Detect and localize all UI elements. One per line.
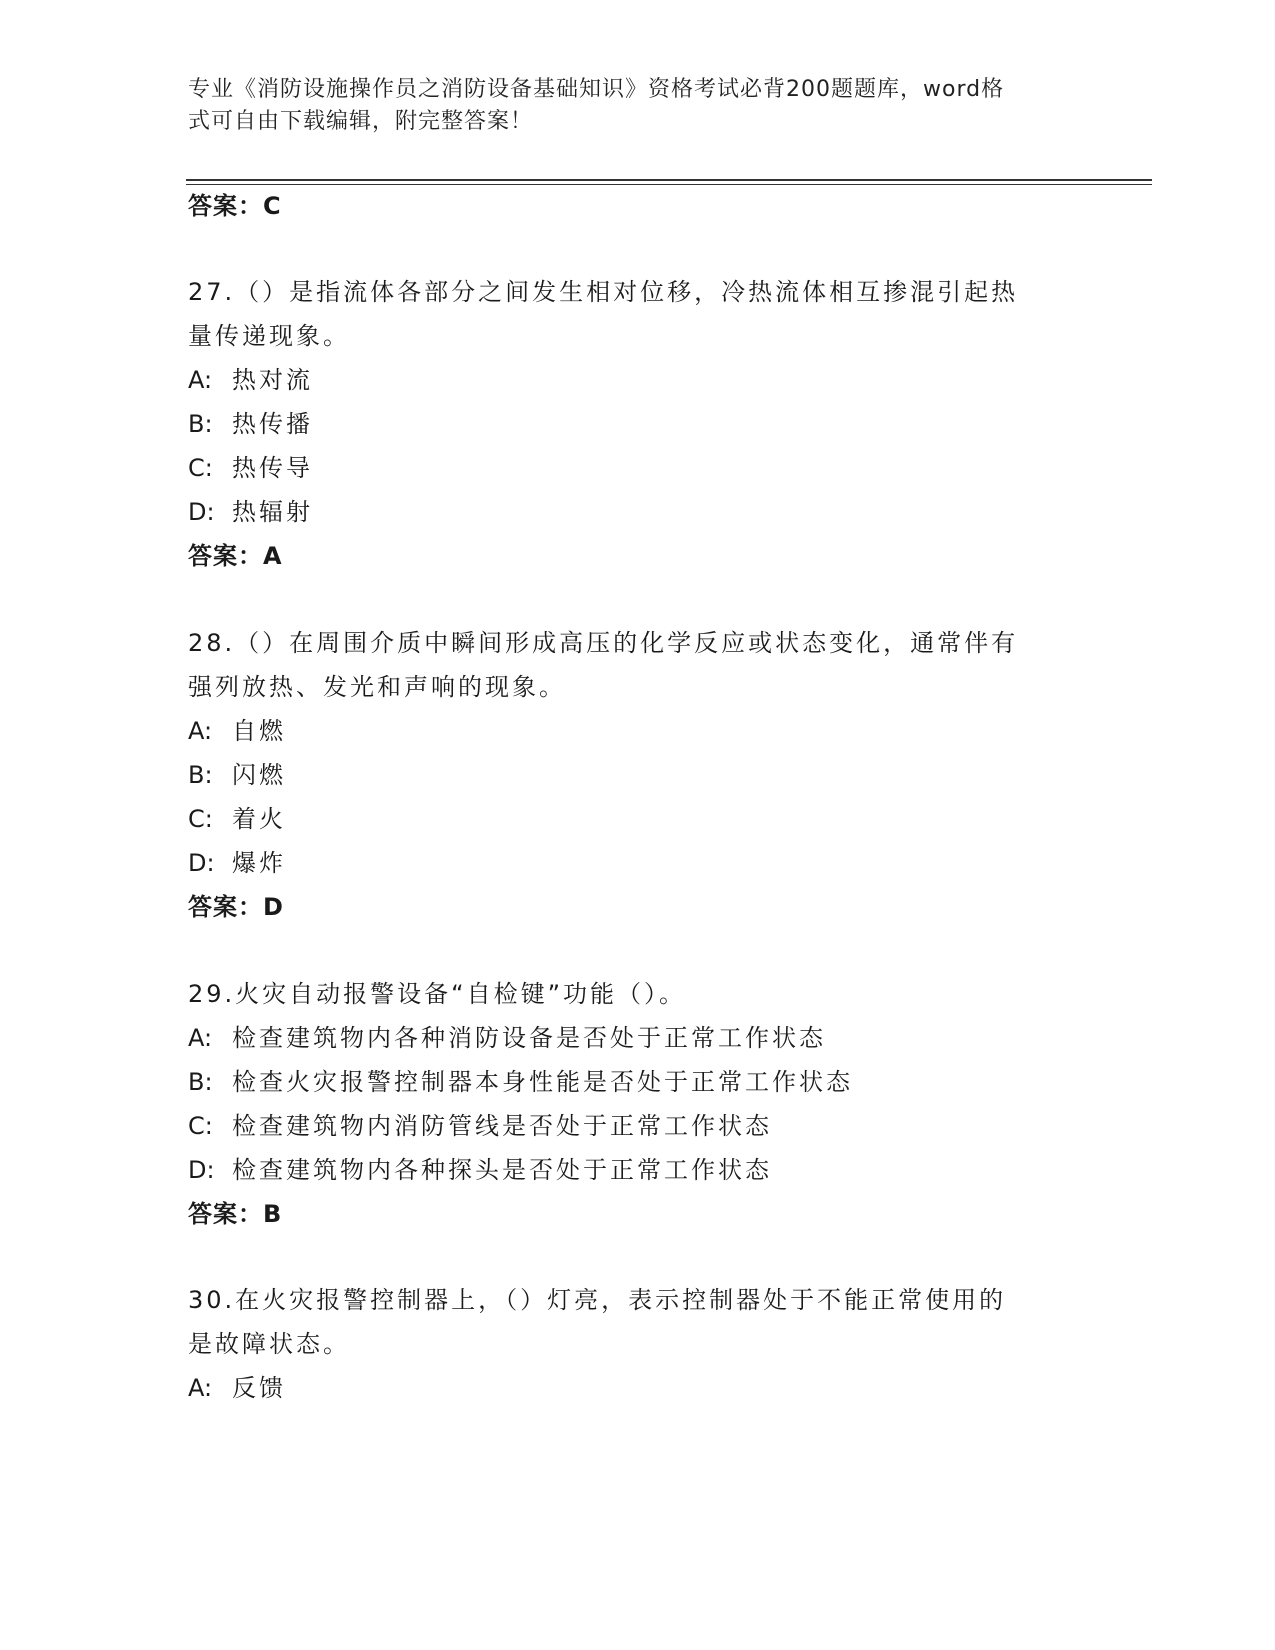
question-28-stem-line-1: 28.（）在周围介质中瞬间形成高压的化学反应或状态变化，通常伴有 xyxy=(188,629,1019,657)
answer-line: 答案：C xyxy=(188,192,282,220)
option-letter: D: xyxy=(188,1156,215,1184)
question-28-answer: 答案：D xyxy=(188,893,284,921)
question-27-answer: 答案：A xyxy=(188,542,283,570)
option-text: 检查建筑物内消防管线是否处于正常工作状态 xyxy=(232,1112,772,1140)
option-text: 着火 xyxy=(232,805,286,833)
option-letter: C: xyxy=(188,1112,213,1140)
question-27-stem-line-1: 27.（）是指流体各部分之间发生相对位移，冷热流体相互掺混引起热 xyxy=(188,278,1019,306)
question-29-option-a xyxy=(188,1022,826,1054)
header-divider-thin xyxy=(186,184,1152,185)
header-line-2: 式可自由下载编辑，附完整答案！ xyxy=(188,109,534,134)
option-text: 热传播 xyxy=(232,410,313,438)
question-27-option-c xyxy=(188,452,313,484)
option-letter: A: xyxy=(188,366,213,394)
question-29-answer: 答案：B xyxy=(188,1200,283,1228)
option-letter: B: xyxy=(188,1068,213,1096)
question-27-option-a xyxy=(188,364,313,396)
question-27-stem-line-2: 量传递现象。 xyxy=(188,322,350,350)
option-text: 热传导 xyxy=(232,454,313,482)
header-divider-thick xyxy=(186,179,1152,181)
question-30-stem-line-2: 是故障状态。 xyxy=(188,1330,350,1358)
question-28-option-a xyxy=(188,715,286,747)
option-text: 检查建筑物内各种探头是否处于正常工作状态 xyxy=(232,1156,772,1184)
option-text: 检查火灾报警控制器本身性能是否处于正常工作状态 xyxy=(232,1068,853,1096)
question-29-option-c xyxy=(188,1110,772,1142)
option-text: 检查建筑物内各种消防设备是否处于正常工作状态 xyxy=(232,1024,826,1052)
option-text: 热辐射 xyxy=(232,498,313,526)
document-header xyxy=(188,74,1068,138)
question-29-option-d xyxy=(188,1154,772,1186)
option-text: 反馈 xyxy=(232,1374,286,1402)
option-text: 热对流 xyxy=(232,366,313,394)
option-letter: C: xyxy=(188,805,213,833)
question-28-stem-line-2: 强列放热、发光和声响的现象。 xyxy=(188,673,566,701)
header-line-1: 专业《消防设施操作员之消防设备基础知识》资格考试必背200题题库，word格 xyxy=(188,77,1005,102)
option-text: 爆炸 xyxy=(232,849,286,877)
question-30-option-a xyxy=(188,1372,286,1404)
option-text: 闪燃 xyxy=(232,761,286,789)
question-29-stem-line-1: 29.火灾自动报警设备“自检键”功能（）。 xyxy=(188,980,687,1008)
option-text: 自燃 xyxy=(232,717,286,745)
question-28-option-b xyxy=(188,759,286,791)
option-letter: D: xyxy=(188,498,215,526)
question-27-option-d xyxy=(188,496,313,528)
option-letter: A: xyxy=(188,717,213,745)
option-letter: D: xyxy=(188,849,215,877)
option-letter: A: xyxy=(188,1024,213,1052)
question-28-option-c xyxy=(188,803,286,835)
question-30-stem-line-1: 30.在火灾报警控制器上，（）灯亮，表示控制器处于不能正常使用的 xyxy=(188,1286,1007,1314)
question-28-option-d xyxy=(188,847,286,879)
option-letter: A: xyxy=(188,1374,213,1402)
question-29-option-b xyxy=(188,1066,853,1098)
question-27-option-b xyxy=(188,408,313,440)
option-letter: B: xyxy=(188,761,213,789)
option-letter: C: xyxy=(188,454,213,482)
option-letter: B: xyxy=(188,410,213,438)
